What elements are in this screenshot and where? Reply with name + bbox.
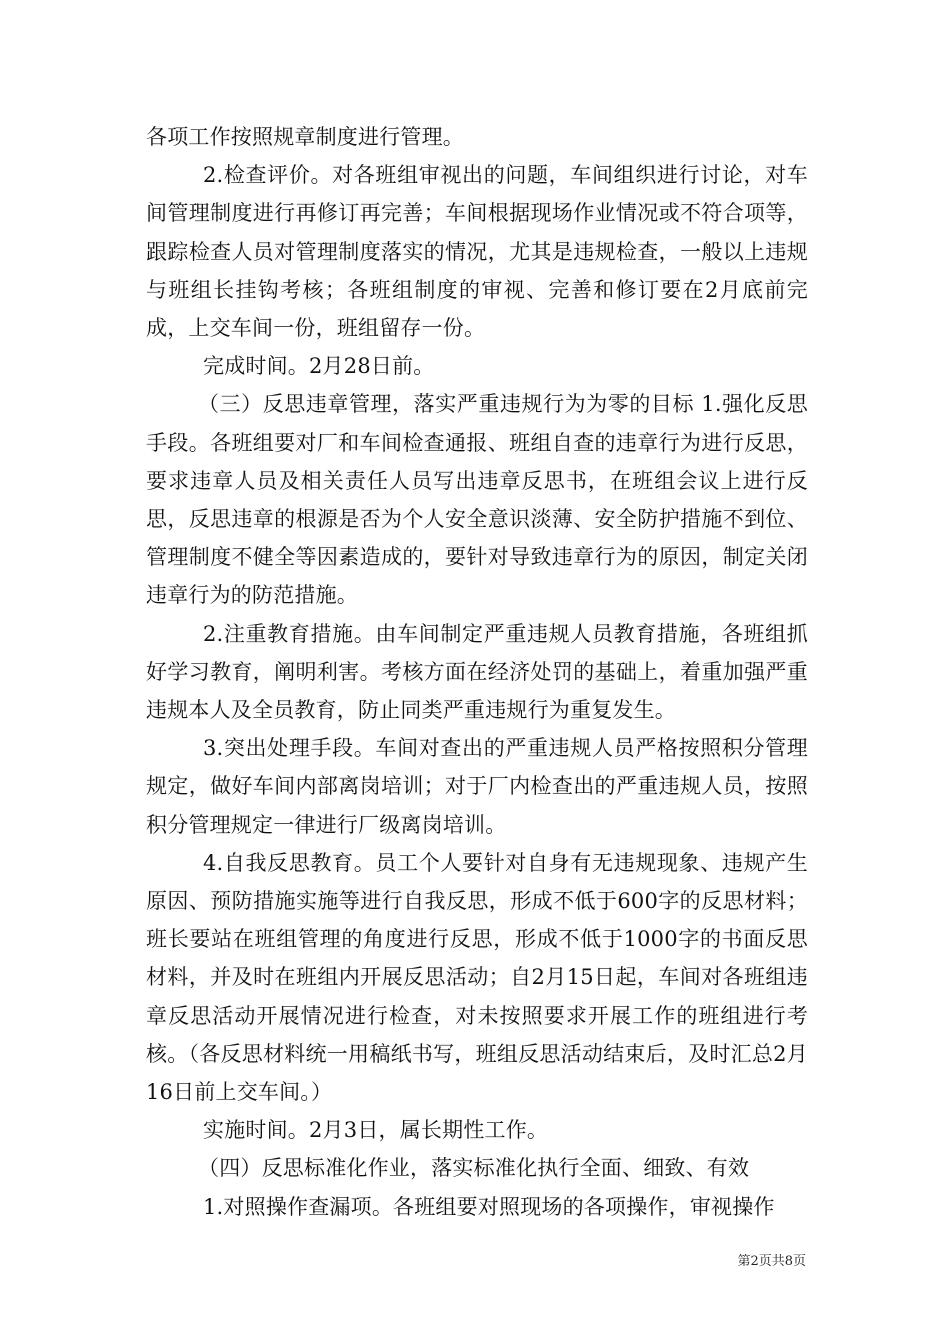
page-number-footer: 第2页共8页 bbox=[737, 1254, 806, 1269]
paragraph-2: 2.检查评价。对各班组审视出的问题，车间组织进行讨论，对车间管理制度进行再修订再完善；车间根据现场作业情况或不符合项等，跟踪检查人员对管理制度落实的情况，尤其是违规检查，一般以上违规与班组长挂钩考核；各班组制度的审视、完善和修订要在2月底前完成，上交车间一份，班组留存一份。 bbox=[146, 163, 808, 341]
paragraph-6: 3.突出处理手段。车间对查出的严重违规人员严格按照积分管理规定，做好车间内部离岗培训；对于厂内检查出的严重违规人员，按照积分管理规定一律进行厂级离岗培训。 bbox=[146, 736, 808, 837]
document-body bbox=[146, 118, 808, 1226]
paragraph-9: （四）反思标准化作业，落实标准化执行全面、细致、有效 bbox=[198, 1156, 750, 1181]
paragraph-3: 完成时间。2月28日前。 bbox=[203, 354, 435, 379]
paragraph-8: 实施时间。2月3日，属长期性工作。 bbox=[203, 1118, 549, 1143]
paragraph-4: （三）反思违章管理，落实严重违规行为为零的目标 1.强化反思手段。各班组要对厂和车间检查通报、班组自查的违章行为进行反思，要求违章人员及相关责任人员写出违章反思书，在班组会议上进行反思，反思违章的根源是否为个人安全意识淡薄、安全防护措施不到位、管理制度不健全等因素造成的，要针对导致违章行为的原因，制定关闭违章行为的防范措施。 bbox=[146, 392, 808, 608]
paragraph-10: 1.对照操作查漏项。各班组要对照现场的各项操作，审视操作 bbox=[203, 1194, 775, 1219]
paragraph-5: 2.注重教育措施。由车间制定严重违规人员教育措施，各班组抓好学习教育，阐明利害。考核方面在经济处罚的基础上，着重加强严重违规本人及全员教育，防止同类严重违规行为重复发生。 bbox=[146, 621, 808, 723]
paragraph-7: 4.自我反思教育。员工个人要针对自身有无违规现象、违规产生原因、预防措施实施等进行自我反思，形成不低于600字的反思材料；班长要站在班组管理的角度进行反思，形成不低于1000字的书面反思材料，并及时在班组内开展反思活动；自2月15日起，车间对各班组违章反思活动开展情况进行检查，对未按照要求开展工作的班组进行考核。（各反思材料统一用稿纸书写，班组反思活动结束后，及时汇总2月16日前上交车间。） bbox=[146, 850, 808, 1105]
paragraph-1: 各项工作按照规章制度进行管理。 bbox=[146, 125, 464, 149]
